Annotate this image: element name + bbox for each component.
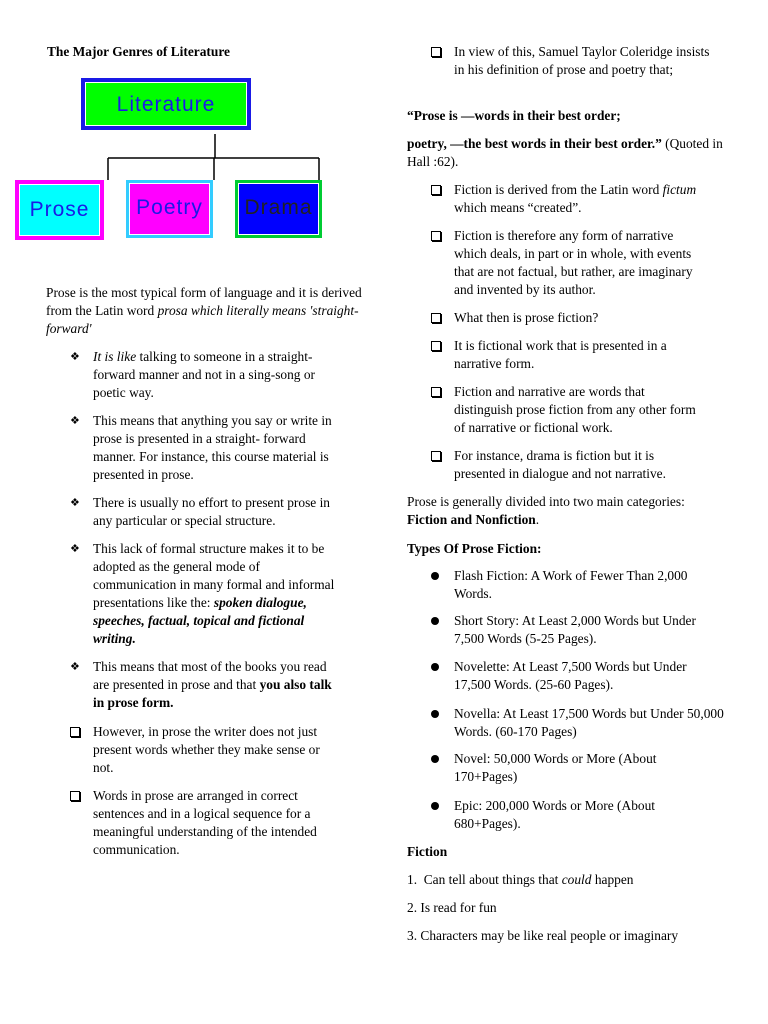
item-text: Novel: 50,000 Words or More (About 170+Pages)	[454, 751, 657, 784]
bullet-dot-icon	[431, 705, 449, 723]
list-item	[70, 540, 340, 648]
fiction-point-1	[407, 871, 634, 889]
item-italic: It is like	[93, 349, 137, 364]
quote-line-2	[407, 135, 727, 171]
intro-italic: prosa which literally means 'straight-forward'	[46, 303, 359, 336]
list-item	[70, 494, 340, 530]
checkbox-bullet-icon	[431, 181, 449, 199]
list-item	[431, 309, 701, 327]
list-item	[431, 705, 731, 741]
list-item	[70, 787, 340, 859]
diamond-bullet-icon: ❖	[70, 661, 80, 673]
checkbox-bullet-icon	[70, 723, 88, 741]
item-text: Words in prose are arranged in correct sentences and in a logical sequence for a meaningful understanding of the intended communication.	[93, 788, 317, 857]
bullet-dot-icon	[431, 750, 449, 768]
list-item	[431, 337, 701, 373]
literature-label: Literature	[116, 93, 216, 116]
fiction-point-3: 3. Characters may be like real people or imaginary	[407, 928, 679, 943]
categories-paragraph	[407, 493, 707, 529]
poetry-node	[126, 180, 213, 238]
literature-node	[81, 78, 251, 130]
fiction-text: happen	[591, 872, 634, 887]
list-item	[431, 612, 731, 648]
item-text: Novella: At Least 17,500 Words but Under 50,000 Words. (60-170 Pages)	[454, 706, 724, 739]
item-text: talking to someone in a straight-forward manner and not in a sing-song or poetic way.	[93, 349, 316, 400]
list-item	[431, 797, 731, 833]
checkbox-bullet-icon	[431, 447, 449, 465]
list-item	[431, 43, 711, 79]
item-bold: you also talk in prose form.	[93, 677, 332, 710]
categories-text: Prose is generally divided into two main categories:	[407, 494, 685, 509]
diamond-bullet-icon: ❖	[70, 497, 80, 509]
list-item	[431, 658, 731, 694]
bullet-dot-icon	[431, 567, 449, 585]
list-item	[70, 658, 340, 712]
checkbox-bullet-icon	[431, 309, 449, 327]
list-item	[431, 383, 701, 437]
checkbox-bullet-icon	[431, 337, 449, 355]
checkbox-bullet-icon	[431, 43, 449, 61]
item-text: What then is prose fiction?	[454, 310, 599, 325]
poetry-label: Poetry	[136, 196, 203, 219]
diamond-bullet-icon: ❖	[70, 543, 80, 555]
intro-text: Prose is the most typical form of language and it is derived from the Latin word	[46, 285, 362, 318]
diamond-bullet-icon: ❖	[70, 415, 80, 427]
fiction-point-2: 2. Is read for fun	[407, 900, 497, 915]
item-bold: spoken dialogue, speeches, factual, topical and fictional writing.	[93, 595, 307, 646]
item-text: This lack of formal structure makes it to be adopted as the general mode of communication in many formal and informal presentations like the:	[93, 541, 335, 610]
item-text: Fiction is therefore any form of narrative which deals, in part or in whole, with events that are not factual, but rather, are imaginary and invented by its author.	[454, 228, 693, 297]
drama-label: Drama	[244, 196, 313, 219]
item-text: Fiction and narrative are words that distinguish prose fiction from any other form of narrative or fictional work.	[454, 384, 696, 435]
list-item	[431, 750, 731, 786]
item-text: Epic: 200,000 Words or More (About 680+Pages).	[454, 798, 655, 831]
item-text: For instance, drama is fiction but it is presented in dialogue and not narrative.	[454, 448, 666, 481]
bullet-dot-icon	[431, 612, 449, 630]
item-text: In view of this, Samuel Taylor Coleridge insists in his definition of prose and poetry that;	[454, 44, 710, 77]
intro-paragraph	[46, 284, 364, 338]
drama-node	[235, 180, 322, 238]
diamond-bullet-icon: ❖	[70, 351, 80, 363]
item-text: Novelette: At Least 7,500 Words but Under 17,500 Words. (25-60 Pages).	[454, 659, 687, 692]
fiction-heading: Fiction	[407, 844, 448, 859]
quote-line-1: “Prose is —words in their best order;	[407, 108, 621, 123]
checkbox-bullet-icon	[431, 227, 449, 245]
item-text: There is usually no effort to present prose in any particular or special structure.	[93, 495, 331, 528]
item-text: which means “created”.	[454, 200, 582, 215]
item-italic: fictum	[662, 182, 697, 197]
categories-end: .	[535, 512, 540, 527]
bullet-dot-icon	[431, 797, 449, 815]
prose-label: Prose	[29, 198, 90, 221]
item-text: This means that anything you say or write in prose is presented in a straight- forward manner. For instance, this course material is presented in prose.	[93, 413, 332, 482]
list-item	[70, 412, 340, 484]
item-text: Fiction is derived from the Latin word	[454, 182, 663, 197]
fiction-text: 1. Can tell about things that	[407, 872, 562, 887]
types-heading: Types Of Prose Fiction:	[407, 541, 542, 556]
item-text: Short Story: At Least 2,000 Words but Under 7,500 Words (5-25 Pages).	[454, 613, 696, 646]
list-item	[70, 348, 340, 402]
item-text: This means that most of the books you read are presented in prose and that	[93, 659, 327, 692]
list-item	[70, 723, 340, 777]
categories-bold: Fiction and Nonfiction	[407, 512, 536, 527]
page-title: The Major Genres of Literature	[47, 44, 230, 59]
bullet-dot-icon	[431, 658, 449, 676]
list-item	[431, 567, 731, 603]
fiction-italic: could	[561, 872, 592, 887]
quote-bold: poetry, —the best words in their best order.”	[407, 136, 662, 151]
item-text: However, in prose the writer does not just present words whether they make sense or not.	[93, 724, 320, 775]
checkbox-bullet-icon	[70, 787, 88, 805]
item-text: Flash Fiction: A Work of Fewer Than 2,000 Words.	[454, 568, 688, 601]
item-text: It is fictional work that is presented in a narrative form.	[454, 338, 667, 371]
list-item	[431, 227, 701, 299]
checkbox-bullet-icon	[431, 383, 449, 401]
list-item	[431, 447, 701, 483]
list-item	[431, 181, 701, 217]
quote-reference: (Quoted in Hall :62).	[407, 136, 723, 169]
prose-node	[15, 180, 104, 240]
